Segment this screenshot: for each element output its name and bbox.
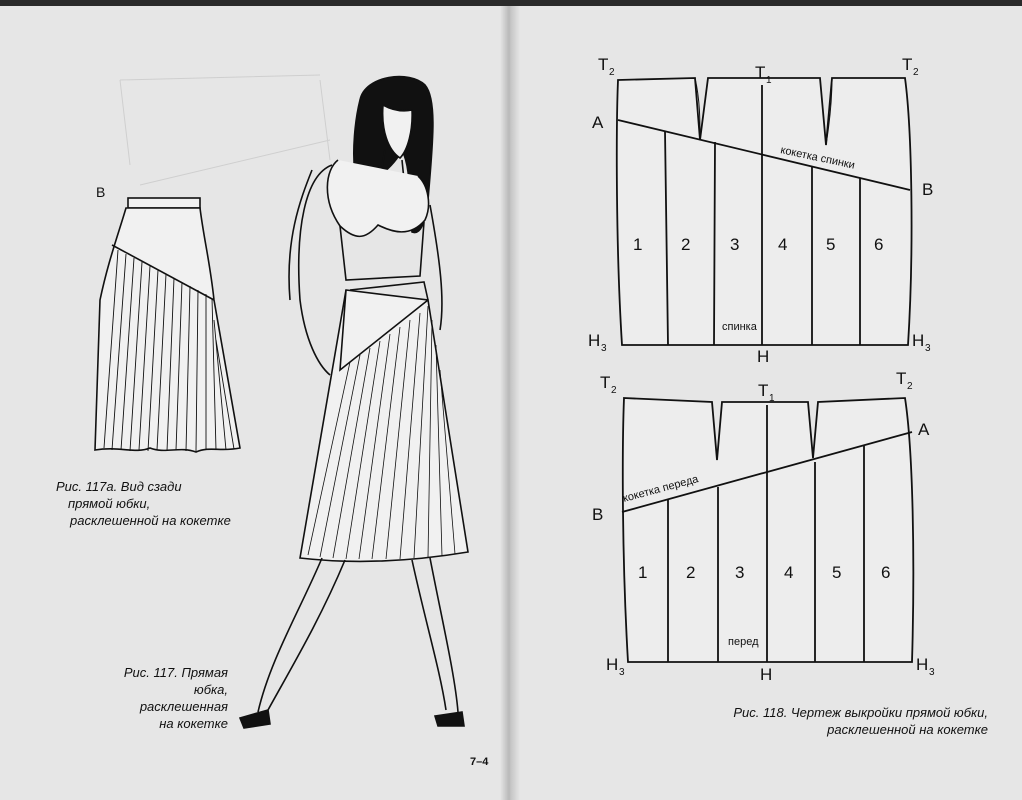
- point-subscript: 2: [907, 381, 913, 392]
- point-subscript: 1: [769, 393, 775, 404]
- point-subscript: 3: [601, 343, 607, 354]
- center-label: перед: [728, 636, 759, 648]
- panel-number: 4: [778, 235, 788, 254]
- point-subscript: 3: [929, 667, 935, 678]
- point-t2-left: T: [598, 55, 609, 74]
- panel-number: 3: [735, 563, 745, 582]
- point-b: B: [922, 180, 934, 199]
- caption-line: на кокетке: [159, 716, 228, 731]
- point-t2-left: T: [600, 373, 611, 392]
- point-h: H: [760, 665, 773, 684]
- panel-number: 3: [730, 235, 740, 254]
- point-h: H: [757, 347, 770, 366]
- point-t1: T: [758, 381, 769, 400]
- point-a: A: [918, 420, 930, 439]
- center-label: спинка: [722, 321, 757, 333]
- back-view-label: В: [96, 184, 106, 200]
- point-t2-right: T: [896, 369, 907, 388]
- point-h3-right: H: [916, 655, 929, 674]
- panel-number: 5: [832, 563, 842, 582]
- point-a: A: [592, 113, 604, 132]
- point-subscript: 3: [925, 343, 931, 354]
- caption-line: прямой юбки,: [68, 496, 151, 511]
- point-subscript: 3: [619, 667, 625, 678]
- point-b: B: [592, 505, 604, 524]
- panel-number: 6: [881, 563, 891, 582]
- caption-line: юбка,: [193, 682, 228, 697]
- point-t1: T: [755, 63, 766, 82]
- front-pattern-drawing: [622, 398, 913, 662]
- point-subscript: 2: [913, 67, 919, 78]
- yoke-label: кокетка переда: [621, 473, 700, 505]
- panel-number: 2: [686, 563, 696, 582]
- point-h3-right: H: [912, 331, 925, 350]
- panel-number: 4: [784, 563, 794, 582]
- back-pattern-drawing: [617, 78, 912, 345]
- point-subscript: 2: [611, 385, 617, 396]
- caption-line: расклешенной на кокетке: [70, 513, 231, 528]
- caption-line: Рис. 118. Чертеж выкройки прямой юбки,: [733, 705, 988, 720]
- panel-number: 2: [681, 235, 691, 254]
- caption-line: расклешенная: [139, 699, 228, 714]
- caption-line: Рис. 117а. Вид сзади: [56, 479, 182, 494]
- point-t2-right: T: [902, 55, 913, 74]
- caption-line: Рис. 117. Прямая: [123, 665, 228, 680]
- panel-number: 1: [633, 235, 643, 254]
- point-h3-left: H: [606, 655, 619, 674]
- point-subscript: 1: [766, 75, 772, 86]
- panel-number: 1: [638, 563, 648, 582]
- panel-number: 6: [874, 235, 884, 254]
- page-number: 7–4: [470, 756, 489, 768]
- figure-118-caption: [698, 704, 988, 738]
- panel-number: 5: [826, 235, 836, 254]
- caption-line: расклешенной на кокетке: [827, 722, 988, 737]
- point-subscript: 2: [609, 67, 615, 78]
- point-h3-left: H: [588, 331, 601, 350]
- yoke-label: кокетка спинки: [779, 144, 856, 172]
